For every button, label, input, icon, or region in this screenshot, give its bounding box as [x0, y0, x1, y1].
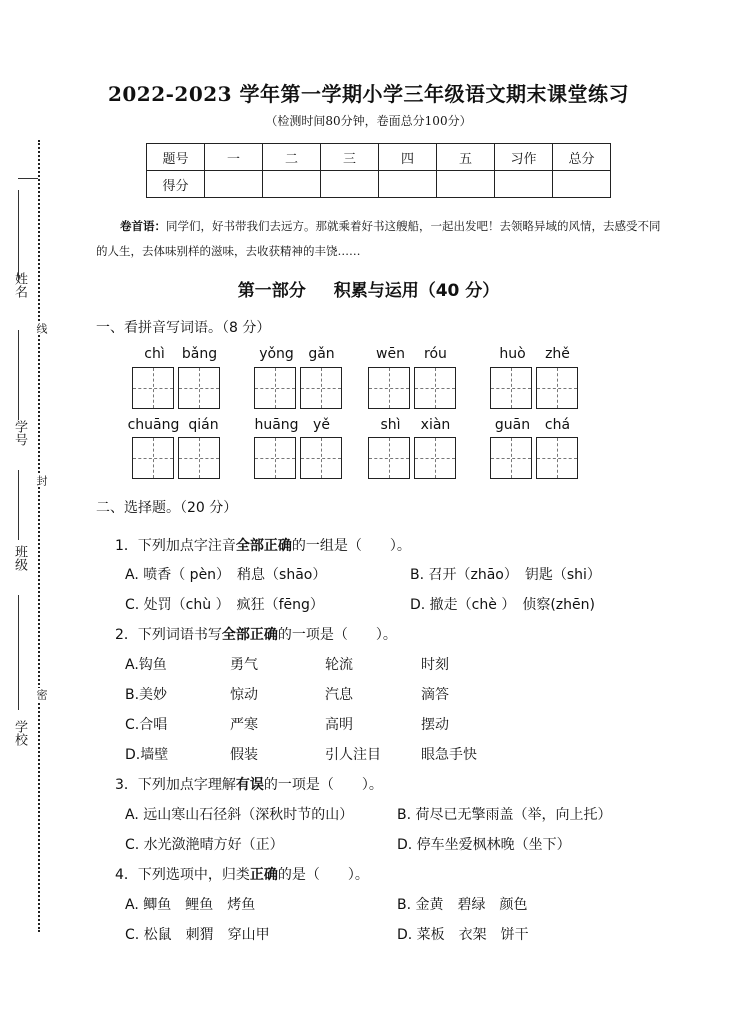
- writing-grid[interactable]: [254, 367, 342, 409]
- q2-word: 滴答: [421, 687, 449, 703]
- question-1: 1．下列加点字注音全部正确的一组是（ ）。: [115, 538, 411, 554]
- name-label: 姓名: [12, 272, 27, 298]
- q3-option-b[interactable]: B. 荷尽已无擎雨盖（举，向上托）: [397, 807, 612, 823]
- pinyin-word: guān chá: [494, 417, 571, 433]
- score-header-cell: 总分: [553, 144, 611, 171]
- school-label: 学校: [12, 720, 27, 746]
- q4-option-c[interactable]: C. 松鼠 刺猬 穿山甲: [125, 927, 270, 943]
- name-blank-line: [18, 190, 19, 280]
- foreword: [96, 214, 666, 264]
- q2-word: 假装: [230, 747, 258, 763]
- score-header-cell: 五: [437, 144, 495, 171]
- question-2: 2．下列词语书写全部正确的一项是（ ）。: [115, 627, 397, 643]
- score-header-cell: 题号: [147, 144, 205, 171]
- score-cell[interactable]: [437, 171, 495, 198]
- number-blank-line: [18, 330, 19, 420]
- q2-word: 时刻: [421, 657, 449, 673]
- question-4: 4．下列选项中，归类正确的是（ ）。: [115, 867, 369, 883]
- q2-word: 严寒: [230, 717, 258, 733]
- pinyin-word: chuāng qián: [127, 417, 219, 433]
- exam-title: 2022-2023 学年第一学期小学三年级语文期末课堂练习: [107, 82, 630, 106]
- score-header-cell: 二: [263, 144, 321, 171]
- pinyin-word: huāng yě: [254, 417, 330, 433]
- score-cell[interactable]: [205, 171, 263, 198]
- section2-title: 二、选择题。（20 分）: [96, 500, 238, 516]
- score-table: [146, 143, 611, 198]
- q4-option-d[interactable]: D. 菜板 衣架 饼干: [397, 927, 529, 943]
- q2-option-b[interactable]: B.美妙: [125, 687, 168, 703]
- writing-grid[interactable]: [368, 437, 456, 479]
- pinyin-word: chì bǎng: [144, 346, 218, 362]
- part-subtitle: 积累与运用（40 分）: [333, 281, 500, 301]
- part-title: 第一部分: [237, 281, 306, 301]
- binding-dotted-line: [38, 140, 40, 932]
- q2-word: 眼急手快: [421, 747, 477, 763]
- exam-subtitle: （检测时间80分钟，卷面总分100分）: [265, 114, 472, 128]
- score-cell[interactable]: [495, 171, 553, 198]
- pinyin-word: wēn róu: [376, 346, 447, 362]
- writing-grid[interactable]: [132, 437, 220, 479]
- pinyin-word: shì xiàn: [380, 417, 451, 433]
- q1-option-a[interactable]: A. 喷香（ pèn） 稍息（shāo）: [125, 567, 327, 583]
- name-blank: [18, 178, 38, 179]
- pinyin-word: huò zhě: [499, 346, 570, 362]
- foreword-text: 同学们，好书带我们去远方。那就乘着好书这艘船，一起出发吧！去领略异域的风情，去感受不同的人生，去体味别样的滋味，去收获精神的丰饶……: [96, 219, 661, 258]
- q2-word: 惊动: [230, 687, 258, 703]
- score-header-cell: 三: [321, 144, 379, 171]
- q2-word: 摆动: [421, 717, 449, 733]
- q2-word: 引人注目: [325, 747, 381, 763]
- part-heading: [0, 276, 737, 301]
- seal-word-line: 线: [35, 323, 48, 334]
- seal-word-seal: 封: [35, 475, 48, 486]
- question-3: 3．下列加点字理解有误的一项是（ ）。: [115, 777, 383, 793]
- writing-grid[interactable]: [490, 437, 578, 479]
- q1-option-d[interactable]: D. 撤走（chè ） 侦察(zhēn): [410, 597, 595, 613]
- q2-word: 勇气: [230, 657, 258, 673]
- q2-word: 汽息: [325, 687, 353, 703]
- foreword-lead: 卷首语：: [120, 219, 166, 233]
- class-label: 班级: [12, 545, 27, 571]
- score-table-score-row: [147, 171, 611, 198]
- school-blank-line: [18, 595, 19, 710]
- score-table-header-row: [147, 144, 611, 171]
- q1-option-c[interactable]: C. 处罚（chù ） 疯狂（fēng）: [125, 597, 324, 613]
- q4-option-b[interactable]: B. 金黄 碧绿 颜色: [397, 897, 528, 913]
- score-header-cell: 四: [379, 144, 437, 171]
- writing-grid[interactable]: [132, 367, 220, 409]
- score-header-cell: 习作: [495, 144, 553, 171]
- q4-option-a[interactable]: A. 鲫鱼 鲤鱼 烤鱼: [125, 897, 256, 913]
- q1-option-b[interactable]: B. 召开（zhāo） 钥匙（shi）: [410, 567, 601, 583]
- q3-option-c[interactable]: C. 水光潋滟晴方好（正）: [125, 837, 284, 853]
- q2-option-c[interactable]: C.合唱: [125, 717, 168, 733]
- score-header-cell: 一: [205, 144, 263, 171]
- section1-title: 一、看拼音写词语。（8 分）: [96, 320, 271, 336]
- q2-option-d[interactable]: D.墙壁: [125, 747, 169, 763]
- pinyin-word: yǒng gǎn: [259, 346, 335, 362]
- writing-grid[interactable]: [368, 367, 456, 409]
- score-cell[interactable]: [263, 171, 321, 198]
- q2-word: 轮流: [325, 657, 353, 673]
- writing-grid[interactable]: [490, 367, 578, 409]
- q2-option-a[interactable]: A.钩鱼: [125, 657, 167, 673]
- score-cell[interactable]: [321, 171, 379, 198]
- number-label: 学号: [12, 420, 27, 446]
- seal-word-secret: 密: [35, 689, 48, 700]
- q2-word: 高明: [325, 717, 353, 733]
- score-row-label: 得分: [147, 171, 205, 198]
- q3-option-d[interactable]: D. 停车坐爱枫林晚（坐下）: [397, 837, 571, 853]
- writing-grid[interactable]: [254, 437, 342, 479]
- score-cell[interactable]: [379, 171, 437, 198]
- score-cell[interactable]: [553, 171, 611, 198]
- class-blank-line: [18, 470, 19, 540]
- q3-option-a[interactable]: A. 远山寒山石径斜（深秋时节的山）: [125, 807, 354, 823]
